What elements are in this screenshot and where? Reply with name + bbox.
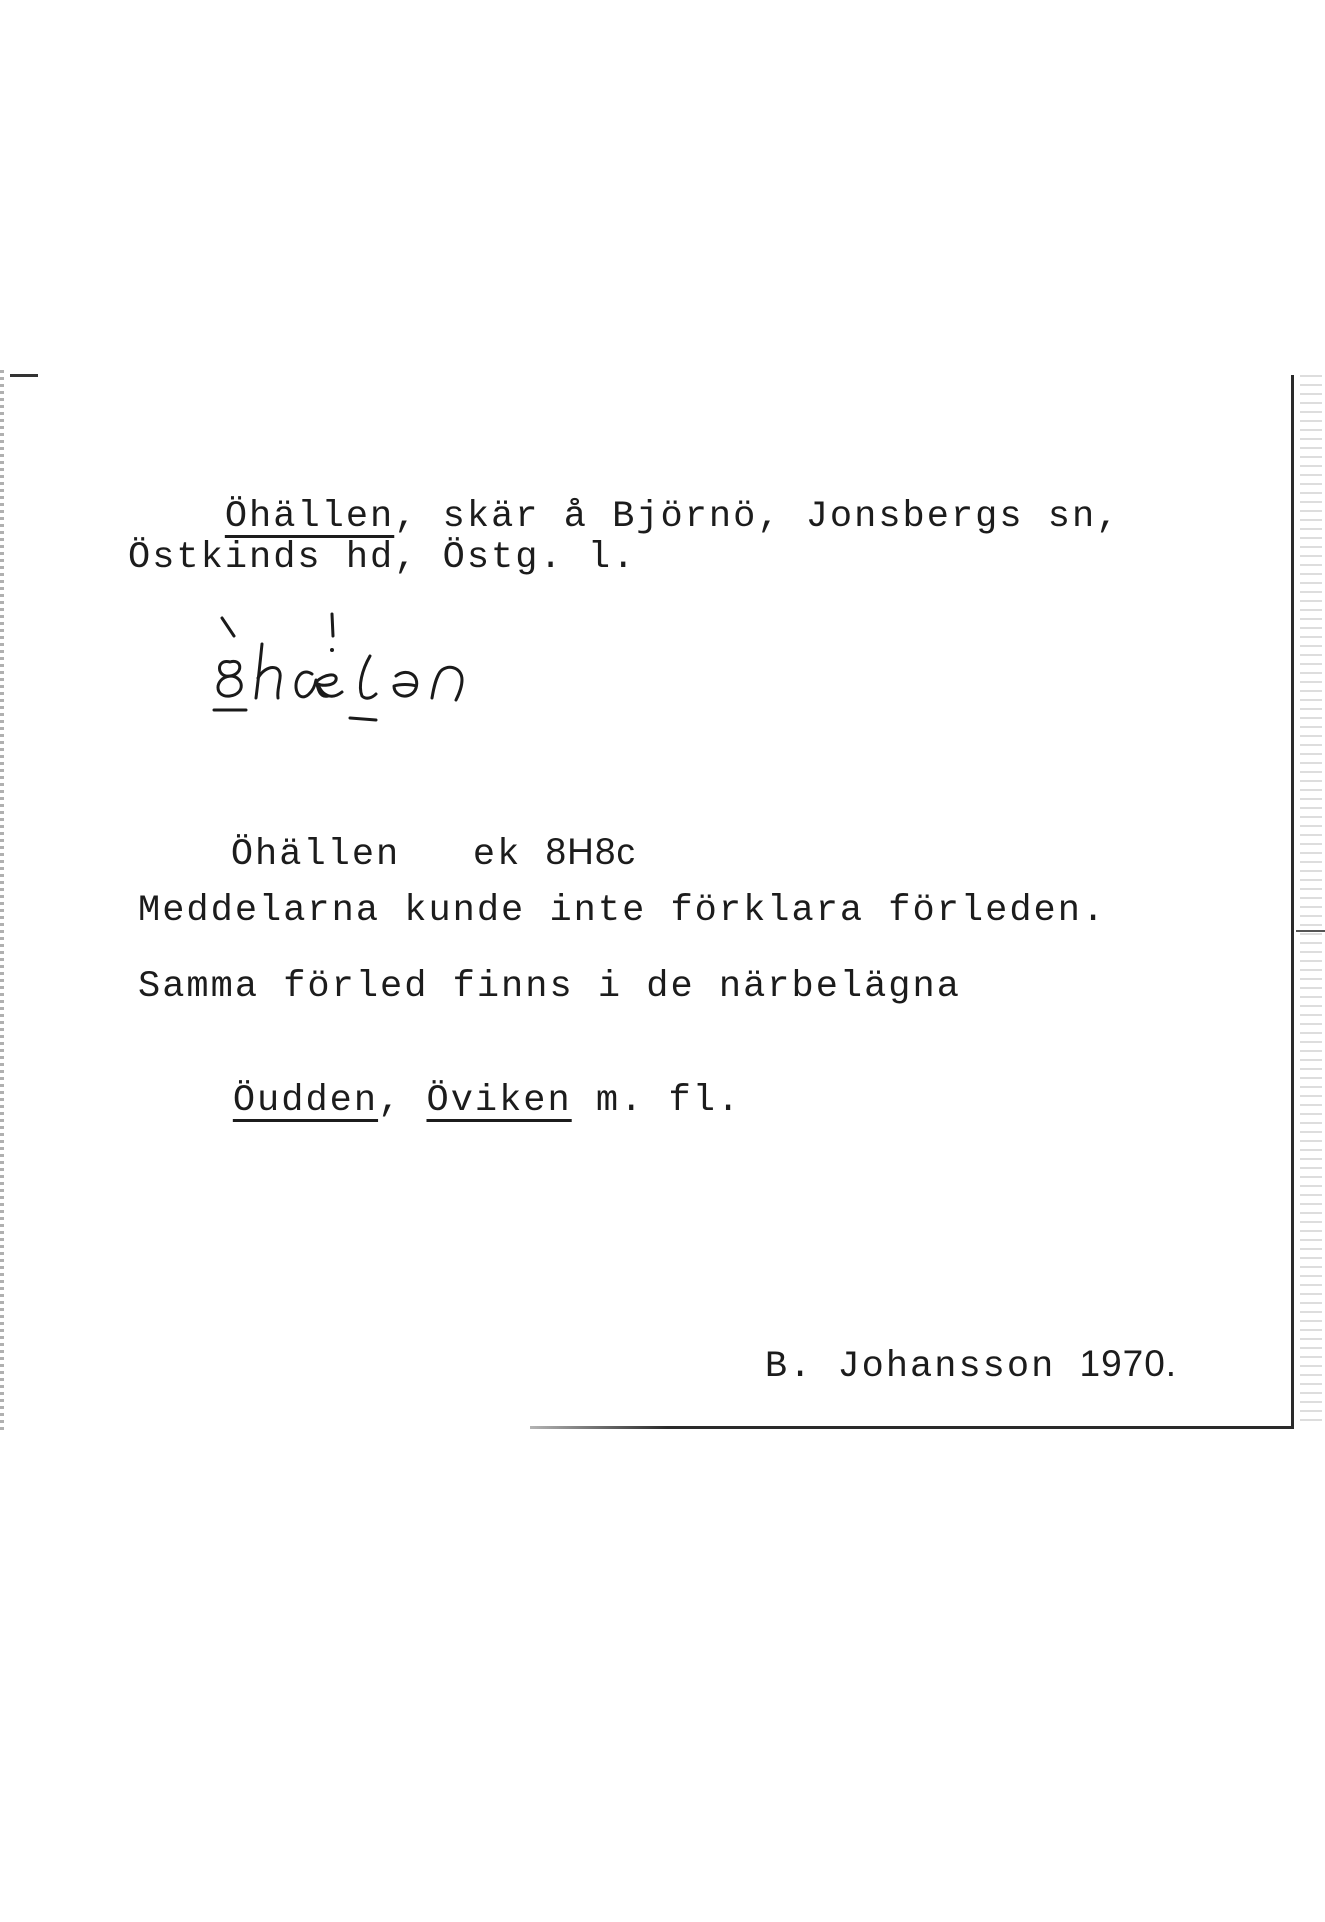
card-border-right — [1291, 375, 1294, 1428]
headword: Öhällen — [224, 496, 395, 538]
card-edge-mark — [10, 374, 38, 377]
note-line-3-rest: m. fl. — [571, 1080, 742, 1122]
related-separator: , — [378, 1080, 427, 1122]
related-name-oviken: Öviken — [426, 1080, 572, 1122]
signature-year: 1970. — [1079, 1343, 1178, 1384]
note-line-1: Meddelarna kunde inte förklara förleden. — [138, 890, 1107, 932]
card-left-edge — [0, 370, 4, 1430]
signature-name: B. Johansson — [764, 1346, 1056, 1388]
card-right-strip-mark — [1296, 930, 1325, 932]
map-ref-name: Öhällen — [230, 834, 401, 876]
entry-line-2: Östkinds hd, Östg. l. — [128, 537, 637, 579]
note-line-2: Samma förled finns i de närbelägna — [138, 966, 961, 1008]
handwritten-pronunciation — [200, 600, 490, 730]
signature — [668, 1308, 1177, 1423]
related-name-oudden: Öudden — [232, 1080, 379, 1122]
map-ref-code: 8H8c — [545, 831, 636, 872]
card-border-bottom — [530, 1426, 1294, 1429]
card-right-strip — [1300, 375, 1322, 1425]
note-line-3 — [136, 1046, 741, 1157]
entry-line-1-rest: , skär å Björnö, Jonsbergs sn, — [394, 496, 1121, 538]
map-ref-prefix: ek — [472, 834, 522, 876]
